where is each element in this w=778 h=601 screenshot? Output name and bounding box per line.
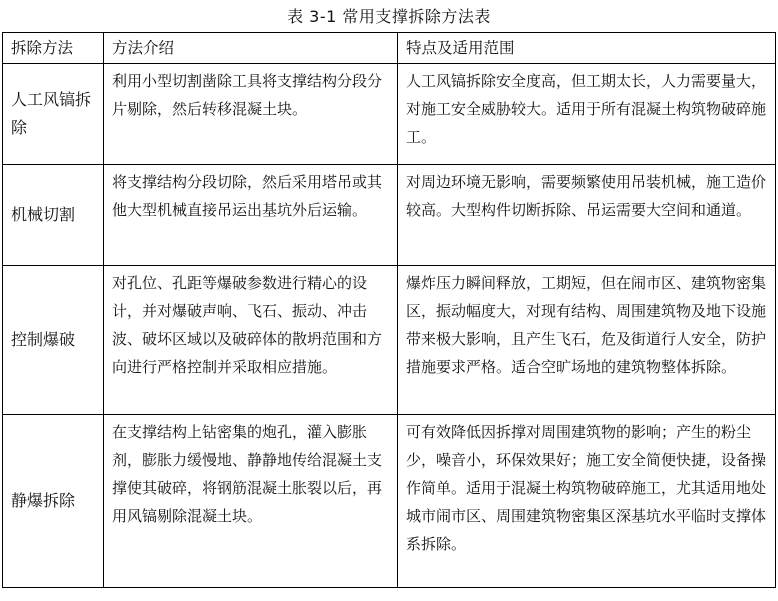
header-features: 特点及适用范围 [398,33,776,64]
method-features: 爆炸压力瞬间释放，工期短，但在闹市区、建筑物密集区，振动幅度大，对现有结构、周围建筑物及地下设施带来极大影响，且产生飞石，危及街道行人安全，防护措施要求严格。适合空旷场地的建筑物整体拆除。 [398,266,776,415]
method-intro: 将支撑结构分段切除，然后采用塔吊或其他大型机械直接吊运出基坑外后运输。 [104,165,398,266]
method-features: 人工风镐拆除安全度高，但工期太长，人力需要量大，对施工安全威胁较大。适用于所有混凝土构筑物破碎施工。 [398,64,776,165]
method-name: 控制爆破 [3,266,104,415]
table-caption: 表 3-1 常用支撑拆除方法表 [287,7,491,26]
method-intro: 对孔位、孔距等爆破参数进行精心的设计，并对爆破声响、飞石、振动、冲击波、破坏区域以及破碎体的散坍范围和方向进行严格控制并采取相应措施。 [104,266,398,415]
table-row [3,165,776,266]
method-features: 可有效降低因拆撑对周围建筑物的影响；产生的粉尘少，噪音小，环保效果好；施工安全简便快捷，设备操作简单。适用于混凝土构筑物破碎施工，尤其适用地处城市闹市区、周围建筑物密集区深基坑水平临时支撑体系拆除。 [398,415,776,588]
table-row [3,266,776,415]
method-features: 对周边环境无影响，需要频繁使用吊装机械，施工造价较高。大型构件切断拆除、吊运需要大空间和通道。 [398,165,776,266]
table-row [3,415,776,588]
method-name: 静爆拆除 [3,415,104,588]
header-intro: 方法介绍 [104,33,398,64]
method-name: 机械切割 [3,165,104,266]
table-header-row [3,33,776,64]
method-name: 人工风镐拆除 [3,64,104,165]
header-method: 拆除方法 [3,33,104,64]
support-removal-methods-table [2,32,776,588]
table-row [3,64,776,165]
method-intro: 在支撑结构上钻密集的炮孔，灌入膨胀剂，膨胀力缓慢地、静静地传给混凝土支撑使其破碎，将钢筋混凝土胀裂以后，再用风镐剔除混凝土块。 [104,415,398,588]
method-intro: 利用小型切割凿除工具将支撑结构分段分片剔除，然后转移混凝土块。 [104,64,398,165]
